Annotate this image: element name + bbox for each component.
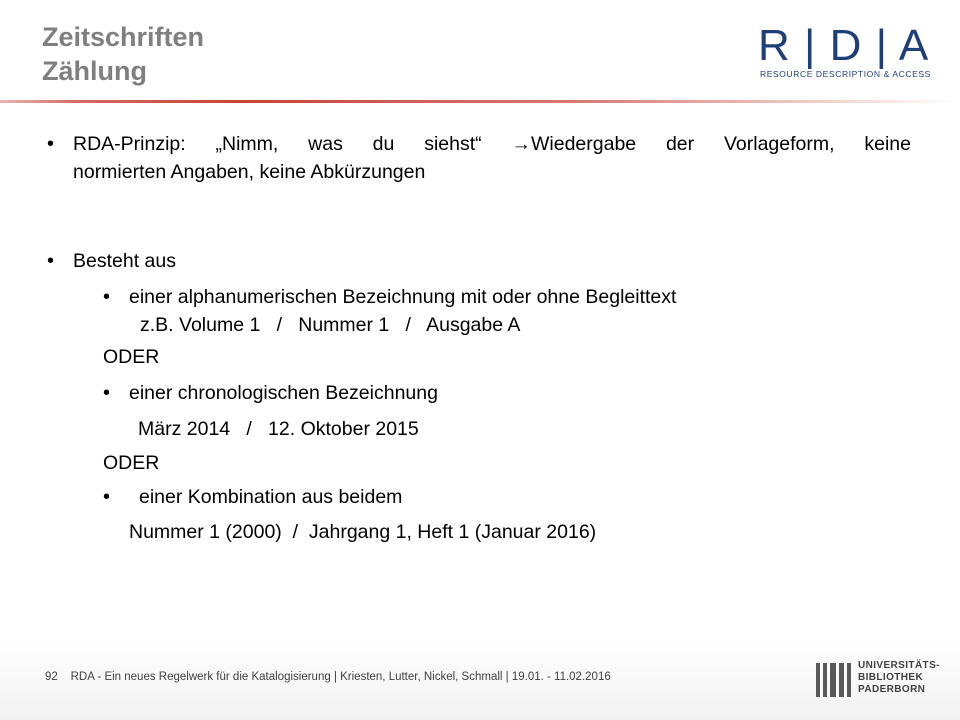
sub-bullet-alphanumeric: einer alphanumerischen Bezeichnung mit oder ohne Begleittext — [129, 286, 677, 308]
rda-logo-letters: R | D | A — [758, 21, 930, 70]
library-name — [858, 660, 940, 696]
oder-separator: ODER — [103, 452, 160, 474]
rda-logo-subtitle: RESOURCE DESCRIPTION & ACCESS — [760, 69, 931, 79]
bullet-marker: • — [47, 250, 55, 272]
example-chronological: März 2014 / 12. Oktober 2015 — [138, 418, 419, 440]
library-bars-icon — [816, 663, 852, 697]
footer — [45, 671, 611, 683]
example-combination: Nummer 1 (2000) / Jahrgang 1, Heft 1 (Januar 2016) — [129, 521, 597, 543]
footer-text: RDA - Ein neues Regelwerk für die Katalogisierung | Kriesten, Lutter, Nickel, Schmall | 19.01. - 11.02.2016 — [70, 671, 611, 683]
sub-bullet-marker: • — [103, 286, 111, 308]
slide-title-line1: Zeitschriften — [42, 22, 205, 52]
bullet-principle-line1 — [73, 131, 911, 157]
sub-bullet-combination: einer Kombination aus beidem — [139, 486, 403, 508]
bullet-principle-line2: normierten Angaben, keine Abkürzungen — [73, 161, 426, 183]
library-name-line2: BIBLIOTHEK — [858, 672, 924, 683]
bullet-marker: • — [47, 133, 55, 155]
university-library-logo — [816, 660, 940, 700]
sub-bullet-chronological: einer chronologischen Bezeichnung — [129, 382, 438, 404]
sub-bullet-marker: • — [103, 486, 111, 508]
example-alphanumeric: z.B. Volume 1 / Nummer 1 / Ausgabe A — [140, 314, 521, 336]
page-number: 92 — [45, 671, 58, 683]
library-name-line3: PADERBORN — [858, 684, 926, 695]
principle-text-continued: Wiedergabe der Vorlageform, keine — [530, 133, 911, 155]
bullet-consists-of: Besteht aus — [73, 250, 176, 272]
principle-text: RDA-Prinzip: „Nimm, was du siehst“ — [73, 133, 482, 155]
sub-bullet-marker: • — [103, 382, 111, 404]
oder-separator: ODER — [103, 346, 160, 368]
arrow-right-icon: → — [511, 133, 531, 155]
slide-title-line2: Zählung — [42, 56, 147, 86]
library-name-line1: UNIVERSITÄTS- — [858, 660, 940, 671]
